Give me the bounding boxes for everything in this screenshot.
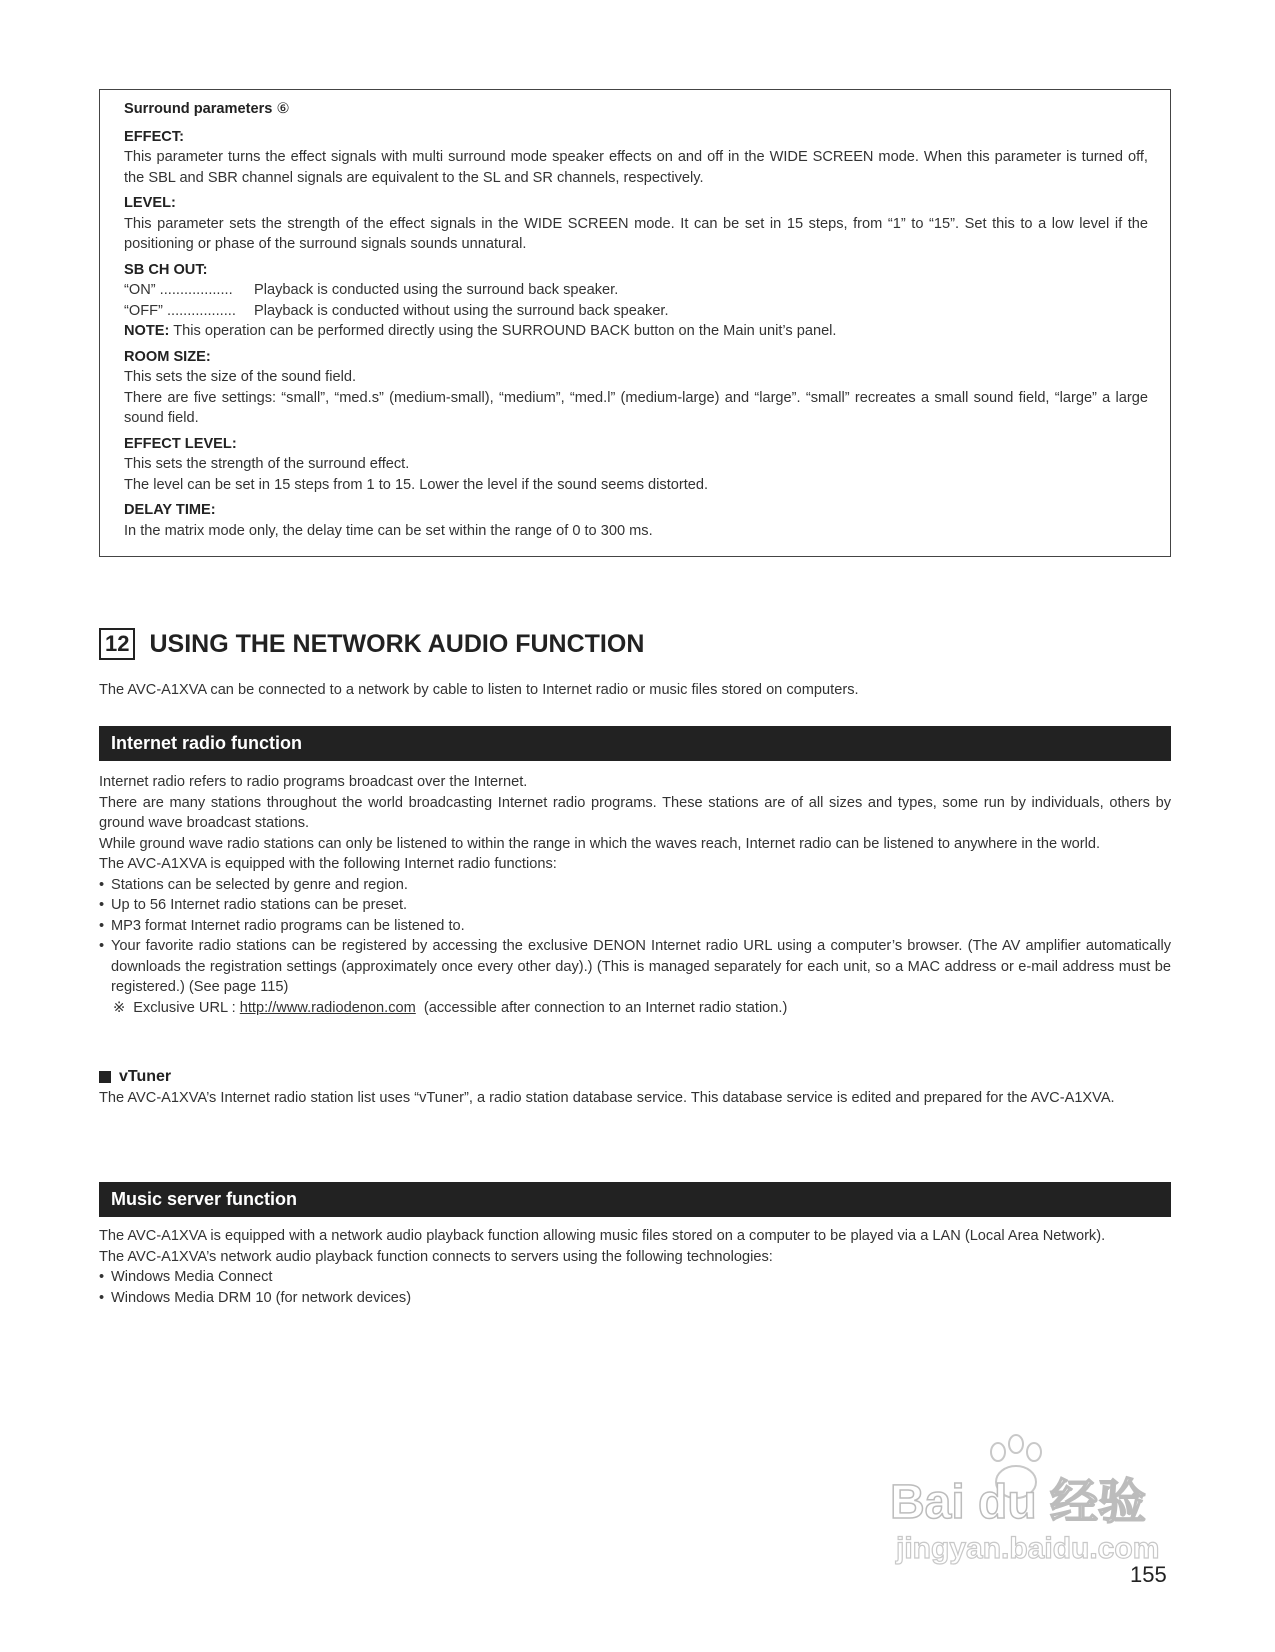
section-number: 12 [99, 628, 135, 660]
vtuner-title: vTuner [119, 1068, 172, 1085]
bullet-dot: • [99, 1289, 105, 1306]
bullet-text: Your favorite radio stations can be registered by accessing the exclusive DENON Internet radio URL using a computer’s browser. (The AV amplifier automatically downloads the registration settings (approximately once every other day).) (This is managed separately for each unit, so a MAC address or e-mail address must be registered.) (See page 115) [111, 938, 1171, 995]
surround-parameters-title: Surround parameters ⑥ [124, 101, 290, 117]
sb-ch-out-off-key: “OFF” ................. [124, 302, 236, 319]
effect-level-line2: The level can be set in 15 steps from 1 to 15. Lower the level if the sound seems distorted. [124, 476, 709, 493]
music-paragraph: The AVC-A1XVA’s network audio playback function connects to servers using the following technologies: [99, 1248, 773, 1265]
url-note: (accessible after connection to an Internet radio station.) [423, 999, 788, 1016]
delay-time-heading: DELAY TIME: [124, 502, 216, 518]
internet-radio-heading-bar: Internet radio function [99, 726, 1171, 761]
room-size-line2: There are five settings: “small”, “med.s” (medium-small), “medium”, “med.l” (medium-large) and “large”. “small” recreates a small sound field, “large” a large sound field. [124, 389, 1148, 426]
music-server-body [99, 1226, 1171, 1308]
radio-paragraph: Internet radio refers to radio programs broadcast over the Internet. [99, 774, 528, 790]
delay-time-text: In the matrix mode only, the delay time can be set within the range of 0 to 300 ms. [124, 522, 653, 539]
music-bullet-item [99, 1288, 1171, 1309]
section-title: USING THE NETWORK AUDIO FUNCTION [149, 630, 645, 658]
watermark-url: jingyan.baidu.com [896, 1532, 1160, 1565]
radiodenon-url-link[interactable]: http://www.radiodenon.com [239, 999, 416, 1016]
radio-paragraph: While ground wave radio stations can only be listened to within the range in which the waves reach, Internet radio can be listened to anywhere in the world. [99, 835, 1101, 852]
url-label: Exclusive URL : [133, 999, 236, 1016]
music-bullet-item [99, 1267, 1171, 1288]
bullet-text: Windows Media Connect [111, 1269, 273, 1285]
section-intro: The AVC-A1XVA can be connected to a network by cable to listen to Internet radio or music files stored on computers. [99, 682, 859, 698]
sb-ch-out-on-row [124, 280, 1148, 301]
radio-paragraph: The AVC-A1XVA is equipped with the following Internet radio functions: [99, 856, 557, 872]
room-size-heading: ROOM SIZE: [124, 348, 211, 365]
bullet-dot: • [99, 876, 105, 893]
vtuner-block [99, 1067, 1171, 1108]
surround-parameters-box [99, 89, 1171, 557]
black-square-icon [99, 1071, 111, 1083]
bullet-text: Up to 56 Internet radio stations can be preset. [111, 897, 408, 913]
sb-ch-out-on-text: Playback is conducted using the surround back speaker. [254, 282, 619, 298]
reference-mark-icon: ※ [113, 999, 126, 1016]
bullet-dot: • [99, 1269, 105, 1285]
sb-ch-out-on-key: “ON” .................. [124, 282, 233, 298]
bullet-text: MP3 format Internet radio programs can be listened to. [111, 917, 465, 934]
radio-bullet-item [99, 916, 1171, 937]
effect-level-line1: This sets the strength of the surround effect. [124, 456, 410, 472]
level-text: This parameter sets the strength of the effect signals in the WIDE SCREEN mode. It can be set in 15 steps, from “1” to “15”. Set this to a low level if the positioning or phase of the surround signals sounds unnatural. [124, 215, 1148, 252]
vtuner-heading [99, 1067, 1171, 1088]
page-number: 155 [1130, 1562, 1167, 1587]
circled-six-marker: ⑥ [276, 101, 290, 117]
radio-bullet-item [99, 895, 1171, 916]
effect-level-heading: EFFECT LEVEL: [124, 435, 237, 452]
internet-radio-body [99, 772, 1171, 1018]
sb-ch-out-heading: SB CH OUT: [124, 261, 208, 278]
effect-heading: EFFECT: [124, 128, 184, 145]
baidu-jingyan-watermark [888, 1430, 1188, 1570]
bullet-text: Windows Media DRM 10 (for network devices) [111, 1289, 412, 1306]
music-paragraph: The AVC-A1XVA is equipped with a network audio playback function allowing music files stored on a computer to be played via a LAN (Local Area Network). [99, 1228, 1106, 1244]
note-label: NOTE: [124, 323, 170, 339]
radio-bullet-item [99, 875, 1171, 896]
note-text: This operation can be performed directly using the SURROUND BACK button on the Main unit’s panel. [173, 323, 837, 339]
level-heading: LEVEL: [124, 195, 176, 211]
bullet-text: Stations can be selected by genre and region. [111, 876, 408, 893]
exclusive-url-line [99, 998, 1171, 1019]
bullet-dot: • [99, 917, 105, 934]
effect-text: This parameter turns the effect signals with multi surround mode speaker effects on and off in the WIDE SCREEN mode. When this parameter is turned off, the SBL and SBR channel signals are equivalent to the SL and SR channels, respectively. [124, 149, 1148, 186]
bullet-dot: • [99, 897, 105, 913]
bullet-dot: • [99, 938, 105, 954]
sb-ch-out-off-row [124, 301, 1148, 322]
room-size-line1: This sets the size of the sound field. [124, 369, 357, 385]
sb-ch-out-note [124, 321, 1148, 342]
music-server-heading-bar: Music server function [99, 1182, 1171, 1217]
section-heading [99, 628, 644, 660]
radio-paragraph: There are many stations throughout the world broadcasting Internet radio programs. These stations are of all sizes and types, some run by individuals, others by ground wave broadcast stations. [99, 794, 1171, 831]
vtuner-text: The AVC-A1XVA’s Internet radio station list uses “vTuner”, a radio station database service. This database service is edited and prepared for the AVC-A1XVA. [99, 1089, 1115, 1106]
watermark-brand: Bai du 经验 [890, 1476, 1147, 1529]
radio-bullet-item [99, 936, 1171, 998]
sb-ch-out-off-text: Playback is conducted without using the surround back speaker. [254, 302, 669, 319]
